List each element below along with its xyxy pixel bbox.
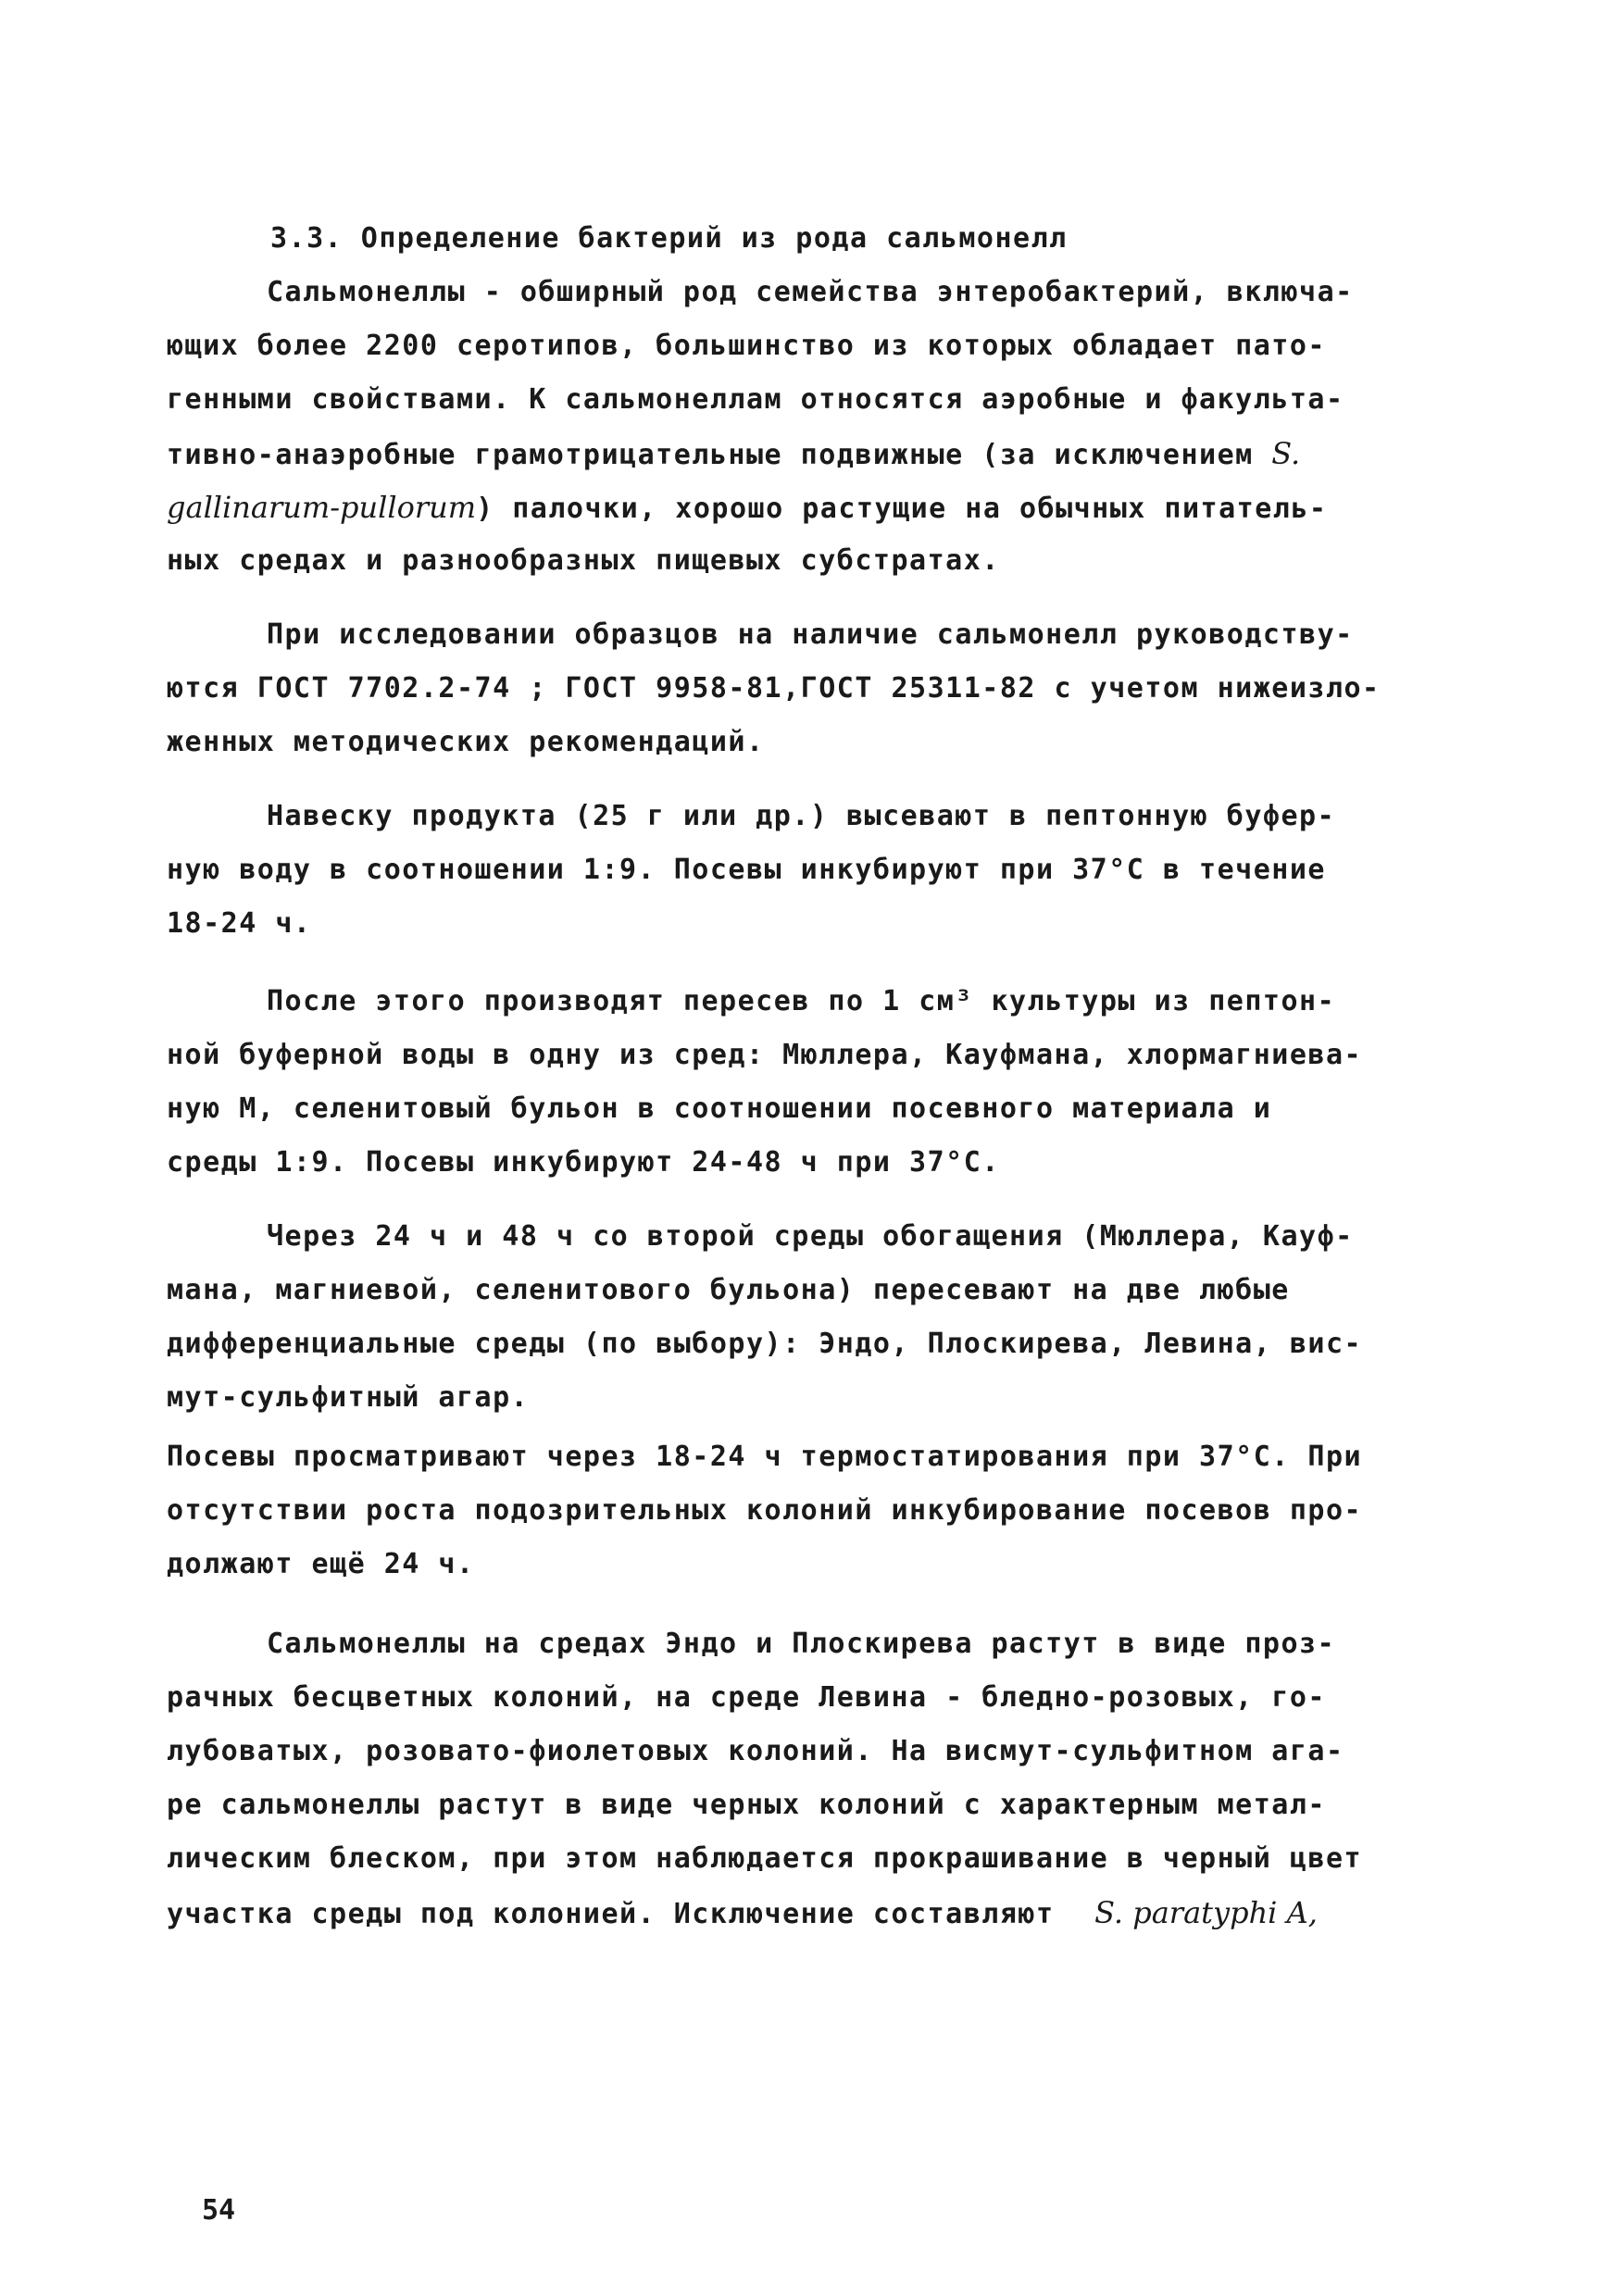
text-line: отсутствии роста подозрительных колоний инкубирование посевов про- [167, 1494, 1363, 1527]
text-line: ющих более 2200 серотипов, большинство из которых обладает пато- [167, 330, 1326, 362]
text-line: ются ГОСТ 7702.2-74 ; ГОСТ 9958-81,ГОСТ 25311-82 с учетом нижеизло- [167, 672, 1381, 705]
text-line: лубоватых, розовато-фиолетовых колоний. На висмут-сульфитном ага- [167, 1735, 1344, 1767]
text-line: Сальмонеллы на средах Эндо и Плоскирева растут в виде проз- [267, 1628, 1336, 1660]
text-line: мут-сульфитный агар. [167, 1381, 530, 1414]
text-line: среды 1:9. Посевы инкубируют 24-48 ч при 37°С. [167, 1146, 1000, 1179]
text-line: Навеску продукта (25 г или др.) высевают в пептонную буфер- [267, 800, 1336, 832]
text-line [167, 435, 1300, 474]
text-line: должают ещё 24 ч. [167, 1548, 475, 1580]
text-line: Через 24 ч и 48 ч со второй среды обогащения (Мюллера, Кауф- [267, 1220, 1354, 1253]
text-line [167, 489, 1328, 528]
handwritten-insert: S. paratyphi A, [1094, 1895, 1318, 1930]
handwritten-insert: gallinarum-pullorum [167, 490, 477, 525]
handwritten-insert: S. [1271, 436, 1301, 471]
section-heading: 3.3. Определение бактерий из рода сальмонелл [270, 222, 1068, 255]
text-line: лическим блеском, при этом наблюдается прокрашивание в черный цвет [167, 1842, 1363, 1875]
text-line: рачных бесцветных колоний, на среде Левина - бледно-розовых, го- [167, 1681, 1326, 1714]
text-segment: ) палочки, хорошо растущие на обычных питатель- [476, 493, 1328, 525]
text-line: Сальмонеллы - обширный род семейства энтеробактерий, включа- [267, 276, 1354, 308]
text-line: ре сальмонеллы растут в виде черных колоний с характерным метал- [167, 1789, 1326, 1821]
text-line: Посевы просматривают через 18-24 ч термостатирования при 37°С. При [167, 1441, 1363, 1473]
text-line: ных средах и разнообразных пищевых субстратах. [167, 544, 1000, 577]
text-line: После этого производят пересев по 1 см³ культуры из пептон- [267, 985, 1336, 1017]
text-line: дифференциальные среды (по выбору): Эндо, Плоскирева, Левина, вис- [167, 1328, 1363, 1360]
text-line: При исследовании образцов на наличие сальмонелл руководству- [267, 618, 1354, 651]
text-line: мана, магниевой, селенитового бульона) пересевают на две любые [167, 1274, 1290, 1306]
text-segment: участка среды под колонией. Исключение составляют [167, 1898, 1055, 1930]
text-line: ную М, селенитовый бульон в соотношении посевного материала и [167, 1092, 1272, 1125]
text-line [167, 1894, 1318, 1933]
text-line: генными свойствами. К сальмонеллам относятся аэробные и факульта- [167, 383, 1344, 416]
text-line: женных методических рекомендаций. [167, 726, 765, 758]
page-number: 54 [202, 2194, 236, 2227]
text-line: 18-24 ч. [167, 907, 312, 940]
text-line: ной буферной воды в одну из сред: Мюллера, Кауфмана, хлормагниева- [167, 1039, 1363, 1071]
text-segment: тивно-анаэробные грамотрицательные подвижные (за исключением [167, 439, 1254, 471]
text-line: ную воду в соотношении 1:9. Посевы инкубируют при 37°С в течение [167, 854, 1326, 886]
